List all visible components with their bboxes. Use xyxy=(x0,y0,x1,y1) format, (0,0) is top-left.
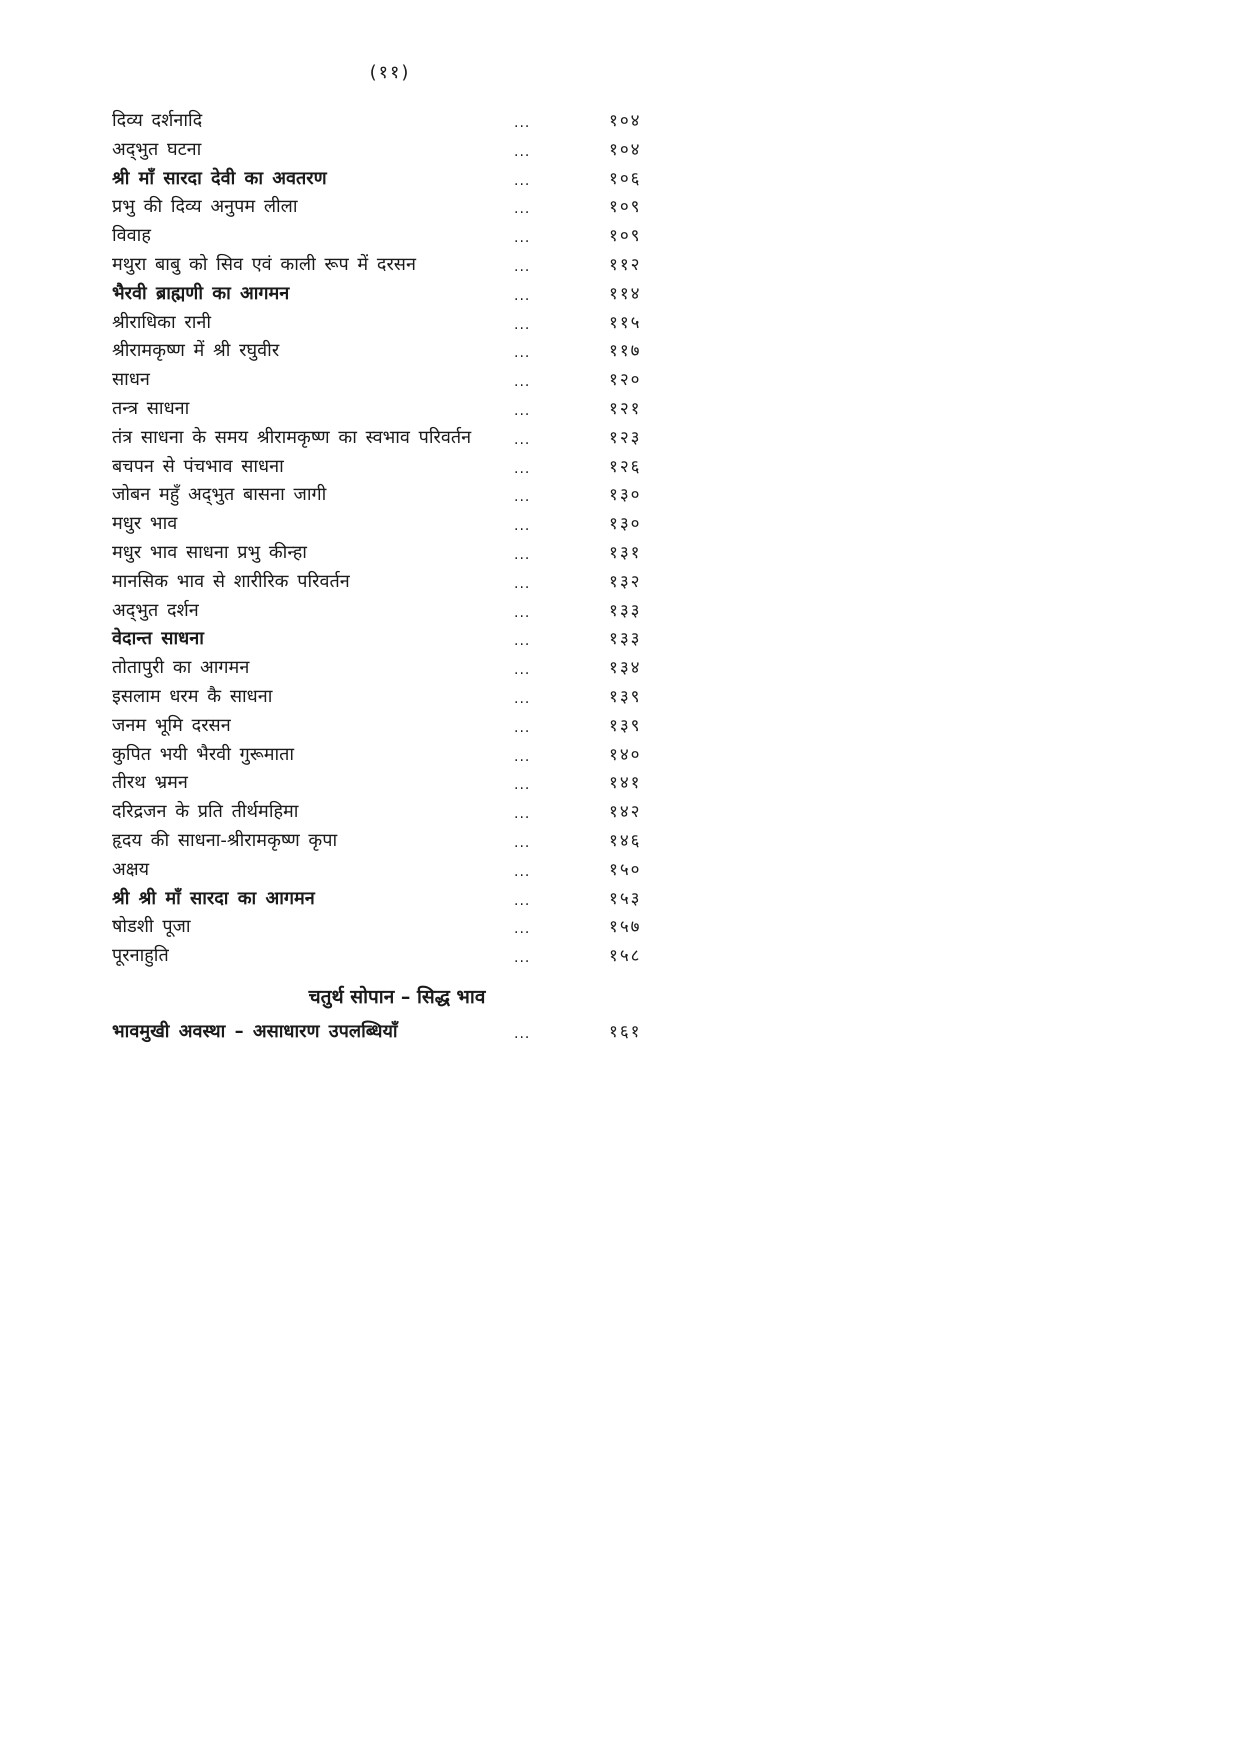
toc-leader-dots: ... xyxy=(514,777,531,794)
toc-leader-dots: ... xyxy=(514,402,531,419)
toc-page-number: १३९ xyxy=(609,715,642,736)
toc-entry-title: भैरवी ब्राह्मणी का आगमन xyxy=(112,282,290,304)
toc-entry xyxy=(112,1018,672,1047)
toc-leader-dots: ... xyxy=(514,172,531,189)
toc-entry-title: अद्‌भुत दर्शन xyxy=(112,599,199,621)
toc-page-number: १४१ xyxy=(609,773,642,794)
toc-entry xyxy=(112,165,672,194)
toc-entry xyxy=(112,856,672,885)
toc-entry-title: दिव्य दर्शनादि xyxy=(112,110,203,131)
toc-leader-dots: ... xyxy=(514,287,531,304)
toc-entry-title: श्री श्री माँ सारदा का आगमन xyxy=(112,887,315,909)
toc-leader-dots: ... xyxy=(514,950,531,967)
toc-entry xyxy=(112,712,672,741)
toc-entry-title: साधन xyxy=(112,369,150,391)
toc-page-number: १२० xyxy=(609,370,642,391)
toc-page-number: १३१ xyxy=(609,542,642,563)
toc-entry-title: तीरथ भ्रमन xyxy=(112,772,188,794)
toc-leader-dots: ... xyxy=(514,690,531,707)
section-heading: चतुर्थ सोपान – सिद्ध भाव xyxy=(308,986,486,1008)
toc-page-number: ११२ xyxy=(609,254,642,275)
page-number: (११) xyxy=(369,62,411,83)
toc-page-number: १५० xyxy=(609,859,642,880)
toc-entry xyxy=(112,136,672,165)
toc-entry-title: जनम भूमि दरसन xyxy=(112,714,231,736)
toc-entry-title: मधुर भाव xyxy=(112,513,178,535)
toc-leader-dots: ... xyxy=(514,633,531,650)
toc-entry xyxy=(112,107,672,136)
toc-leader-dots: ... xyxy=(514,748,531,765)
toc-entry xyxy=(112,366,672,395)
toc-leader-dots: ... xyxy=(514,258,531,275)
toc-page-number: १२६ xyxy=(609,456,642,477)
toc-entry-title: श्रीराधिका रानी xyxy=(112,311,212,333)
toc-entry-title: पूरनाहुति xyxy=(112,945,169,967)
toc-entry xyxy=(112,510,672,539)
toc-entry xyxy=(112,337,672,366)
toc-entry xyxy=(112,683,672,712)
toc-entry-title: वेदान्त साधना xyxy=(112,628,204,650)
toc-entry-title: तोतापुरी का आगमन xyxy=(112,657,250,679)
toc-entry xyxy=(112,395,672,424)
toc-entry-title: इसलाम धरम कै साधना xyxy=(112,685,273,707)
toc-leader-dots: ... xyxy=(514,662,531,679)
toc-entry-title: तन्त्र साधना xyxy=(112,397,190,419)
toc-leader-dots: ... xyxy=(514,460,531,477)
toc-page-number: १४२ xyxy=(609,802,642,823)
toc-page-number: ११४ xyxy=(609,283,642,304)
toc-entry xyxy=(112,827,672,856)
toc-page-number: १०९ xyxy=(609,226,642,247)
toc-entry-title: विवाह xyxy=(112,225,151,247)
toc-entry-title: अक्षय xyxy=(112,858,150,880)
toc-page-number: १३३ xyxy=(609,629,642,650)
toc-leader-dots: ... xyxy=(514,604,531,621)
toc-entry-title: मधुर भाव साधना प्रभु कीन्हा xyxy=(112,541,307,563)
toc-entry-title: श्री माँ सारदा देवी का अवतरण xyxy=(112,167,327,189)
toc-entry-title: दरिद्रजन के प्रति तीर्थमहिमा xyxy=(112,801,299,823)
toc-entry xyxy=(112,481,672,510)
section-entries xyxy=(112,1018,672,1047)
toc-leader-dots: ... xyxy=(514,345,531,362)
toc-page-number: १५७ xyxy=(609,917,642,938)
toc-page-number: १३९ xyxy=(609,686,642,707)
toc-entry xyxy=(112,942,672,971)
toc-leader-dots: ... xyxy=(514,115,531,131)
toc-page-number: १४० xyxy=(609,744,642,765)
toc-leader-dots: ... xyxy=(514,863,531,880)
toc-page-number: १३० xyxy=(609,485,642,506)
toc-entry-title: हृदय की साधना-श्रीरामकृष्ण कृपा xyxy=(112,829,338,851)
toc-leader-dots: ... xyxy=(514,489,531,506)
table-of-contents xyxy=(112,107,672,971)
toc-entry xyxy=(112,251,672,280)
toc-entry xyxy=(112,222,672,251)
toc-entry xyxy=(112,769,672,798)
toc-leader-dots: ... xyxy=(514,1026,531,1042)
toc-entry xyxy=(112,424,672,453)
toc-leader-dots: ... xyxy=(514,834,531,851)
toc-entry xyxy=(112,568,672,597)
toc-page-number: १३४ xyxy=(609,658,642,679)
toc-leader-dots: ... xyxy=(514,431,531,448)
toc-entry-title: मानसिक भाव से शारीरिक परिवर्तन xyxy=(112,570,350,592)
toc-leader-dots: ... xyxy=(514,201,531,218)
toc-leader-dots: ... xyxy=(514,518,531,535)
toc-entry xyxy=(112,539,672,568)
toc-page-number: १५३ xyxy=(609,888,642,909)
toc-leader-dots: ... xyxy=(514,230,531,247)
toc-leader-dots: ... xyxy=(514,719,531,736)
toc-entry-title: षोडशी पूजा xyxy=(112,916,191,938)
toc-entry xyxy=(112,625,672,654)
toc-entry-title: तंत्र साधना के समय श्रीरामकृष्ण का स्वभाव परिवर्तन xyxy=(112,426,472,448)
toc-page-number: ११५ xyxy=(609,312,642,333)
toc-entry-title: प्रभु की दिव्य अनुपम लीला xyxy=(112,196,298,218)
toc-page-number: १३३ xyxy=(609,600,642,621)
toc-leader-dots: ... xyxy=(514,806,531,823)
toc-page-number: १०९ xyxy=(609,197,642,218)
toc-leader-dots: ... xyxy=(514,143,531,160)
toc-entry-title: कुपित भयी भैरवी गुरूमाता xyxy=(112,743,295,765)
toc-page-number: १०६ xyxy=(609,168,642,189)
toc-entry-title: अद्‌भुत घटना xyxy=(112,138,202,160)
toc-entry xyxy=(112,885,672,914)
toc-leader-dots: ... xyxy=(514,921,531,938)
toc-leader-dots: ... xyxy=(514,892,531,909)
toc-leader-dots: ... xyxy=(514,546,531,563)
toc-page-number: १३० xyxy=(609,514,642,535)
toc-leader-dots: ... xyxy=(514,316,531,333)
toc-entry xyxy=(112,798,672,827)
toc-leader-dots: ... xyxy=(514,575,531,592)
toc-leader-dots: ... xyxy=(514,374,531,391)
toc-page-number: १५८ xyxy=(609,946,642,967)
toc-entry-title: जोबन महुँ अद्‌भुत बासना जागी xyxy=(112,484,327,506)
toc-page-number: १०४ xyxy=(609,111,642,131)
toc-entry xyxy=(112,193,672,222)
toc-entry-title: मथुरा बाबु को सिव एवं काली रूप में दरसन xyxy=(112,253,416,275)
toc-page-number: १२१ xyxy=(609,398,642,419)
toc-page-number: १२३ xyxy=(609,427,642,448)
toc-entry-title: बचपन से पंचभाव साधना xyxy=(112,455,284,477)
toc-page-number: १३२ xyxy=(609,571,642,592)
toc-page-number: १४६ xyxy=(609,830,642,851)
toc-entry xyxy=(112,280,672,309)
toc-page-number: ११७ xyxy=(609,341,642,362)
toc-entry xyxy=(112,913,672,942)
toc-entry xyxy=(112,741,672,770)
toc-entry xyxy=(112,597,672,626)
toc-entry xyxy=(112,453,672,482)
toc-page-number: १०४ xyxy=(609,139,642,160)
toc-entry xyxy=(112,309,672,338)
toc-entry xyxy=(112,654,672,683)
toc-page-number: १६१ xyxy=(609,1022,642,1042)
toc-entry-title: श्रीरामकृष्ण में श्री रघुवीर xyxy=(112,340,280,362)
toc-entry-title: भावमुखी अवस्था – असाधारण उपलब्धियाँ xyxy=(112,1021,398,1042)
